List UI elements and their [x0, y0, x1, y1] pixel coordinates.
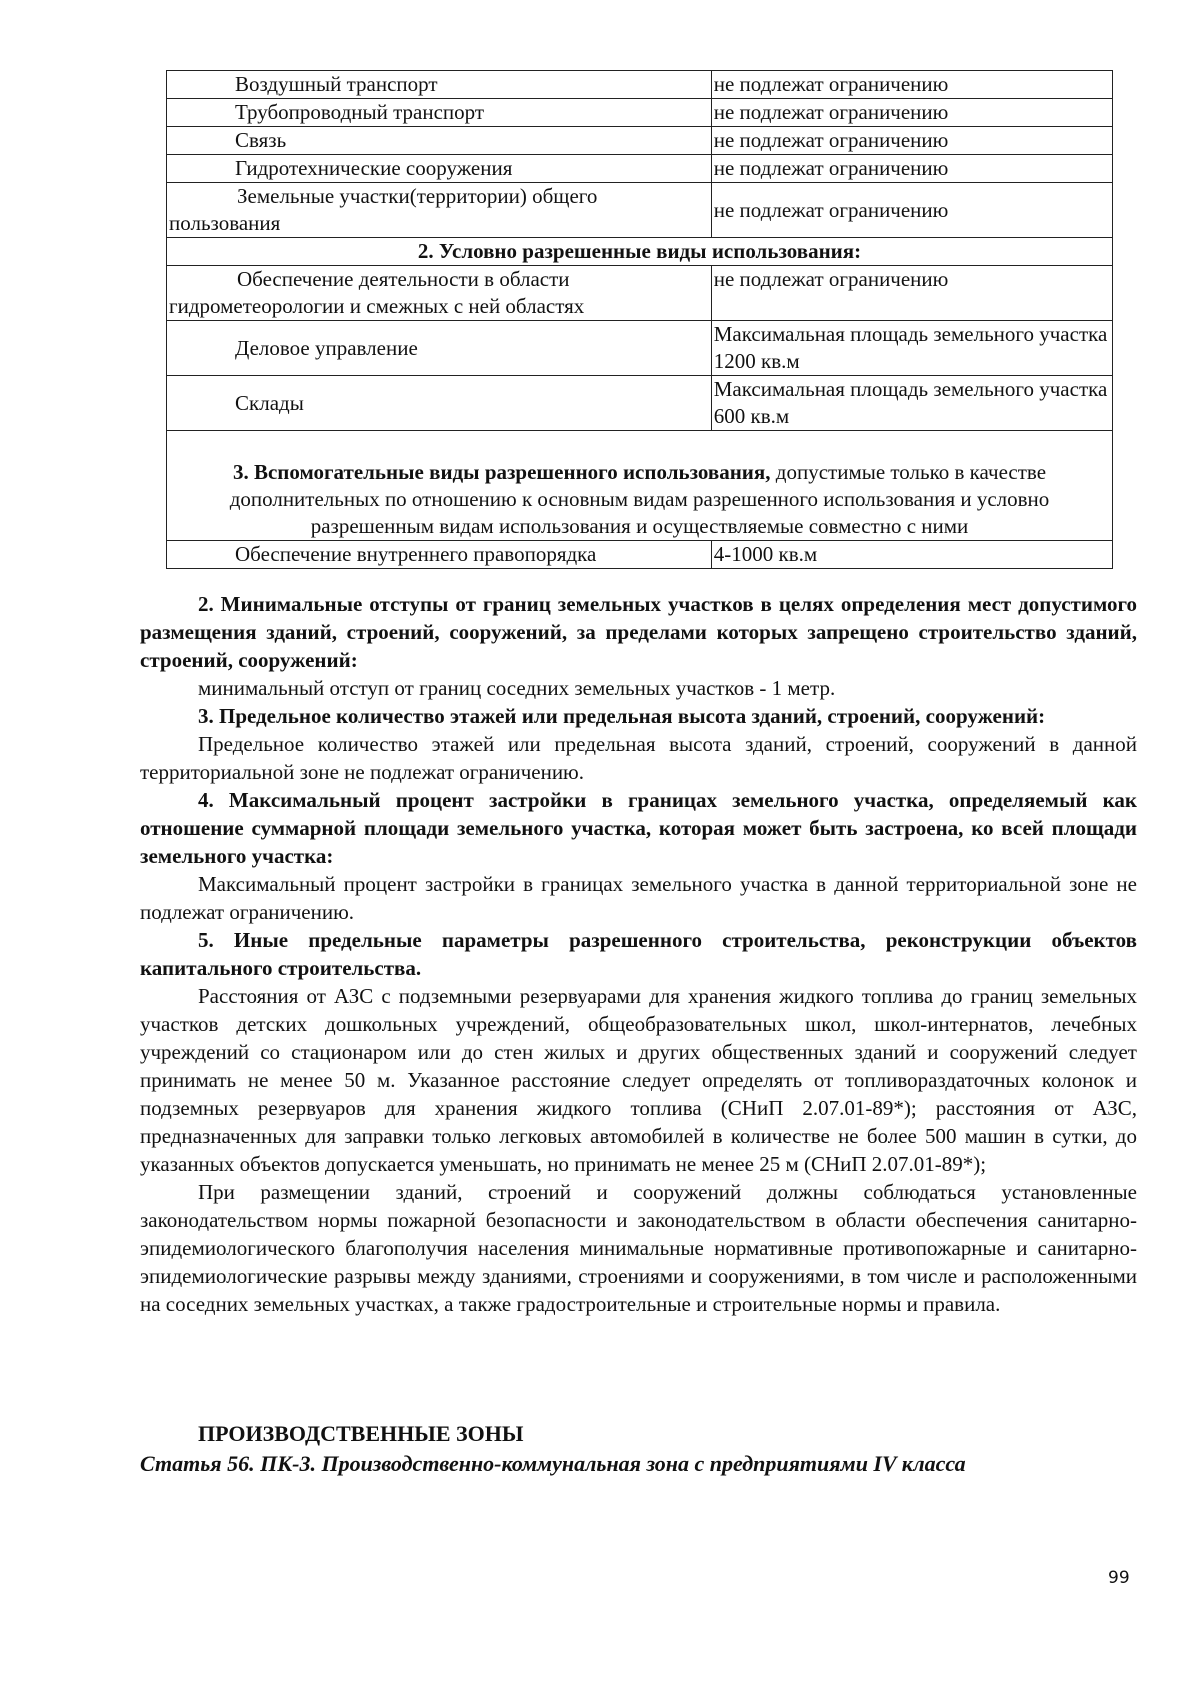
heading-setbacks: 2. Минимальные отступы от границ земельных участков в целях определения мест допустимого размещения зданий, строений, сооружений, за пределами которых запрещено строительство зданий, строений, сооружений:: [140, 592, 1137, 672]
use-cell: Воздушный транспорт: [167, 71, 712, 99]
land-use-table: [166, 70, 1113, 569]
table-row: [167, 127, 1113, 155]
table-row: [167, 321, 1113, 376]
limit-cell: не подлежат ограничению: [711, 127, 1112, 155]
section-header-row: [167, 431, 1113, 541]
use-cell: Связь: [167, 127, 712, 155]
limit-cell: не подлежат ограничению: [711, 99, 1112, 127]
use-cell: Обеспечение внутреннего правопорядка: [167, 541, 712, 569]
page-number: 99: [1108, 1568, 1130, 1588]
limit-cell: не подлежат ограничению: [711, 155, 1112, 183]
paragraph-coverage: Максимальный процент застройки в границах земельного участка в данной территориальной зоне не подлежат ограничению.: [140, 872, 1137, 924]
heading-floors: 3. Предельное количество этажей или предельная высота зданий, строений, сооружений:: [198, 704, 1046, 728]
section-header-row: [167, 238, 1113, 266]
table-row: [167, 71, 1113, 99]
section2-title: 2. Условно разрешенные виды использования:: [167, 238, 1113, 266]
limit-cell: не подлежат ограничению: [711, 71, 1112, 99]
section3-bold: 3. Вспомогательные виды разрешенного использования,: [232, 460, 771, 484]
body-text: [140, 590, 1137, 1318]
table-row: [167, 99, 1113, 127]
limit-cell: не подлежат ограничению: [711, 266, 1112, 321]
section-title: ПРОИЗВОДСТВЕННЫЕ ЗОНЫ: [198, 1421, 524, 1446]
table-row: [167, 541, 1113, 569]
use-cell: Гидротехнические сооружения: [167, 155, 712, 183]
section3-title: [167, 431, 1113, 541]
table-row: [167, 266, 1113, 321]
use-cell: Обеспечение деятельности в области гидрометеорологии и смежных с ней областях: [167, 266, 712, 321]
heading-coverage: 4. Максимальный процент застройки в границах земельного участка, определяемый как отношение суммарной площади земельного участка, которая может быть застроена, ко всей площади земельного участка:: [140, 788, 1137, 868]
limit-cell: Максимальная площадь земельного участка 600 кв.м: [711, 376, 1112, 431]
use-cell: Земельные участки(территории) общего пользования: [167, 183, 712, 238]
table-row: [167, 183, 1113, 238]
limit-cell: не подлежат ограничению: [711, 183, 1112, 238]
article-title: Статья 56. ПК-3. Производственно-коммунальная зона с предприятиями IV класса: [140, 1451, 966, 1476]
limit-cell: Максимальная площадь земельного участка 1200 кв.м: [711, 321, 1112, 376]
table-row: [167, 376, 1113, 431]
limit-cell: 4-1000 кв.м: [711, 541, 1112, 569]
paragraph-floors: Предельное количество этажей или предельная высота зданий, строений, сооружений в данной территориальной зоне не подлежат ограничению.: [140, 732, 1137, 784]
section3-text: допустимые только в качестве дополнительных по отношению к основным видам разрешенного использования и условно разрешенным видам использования и осуществляемые совместно с ними: [229, 460, 1050, 538]
use-cell: Трубопроводный транспорт: [167, 99, 712, 127]
use-cell: Деловое управление: [167, 321, 712, 376]
paragraph-setbacks: минимальный отступ от границ соседних земельных участков - 1 метр.: [198, 676, 836, 700]
heading-other-params: 5. Иные предельные параметры разрешенного строительства, реконструкции объектов капитального строительства.: [140, 928, 1137, 980]
use-cell: Склады: [167, 376, 712, 431]
table-row: [167, 155, 1113, 183]
paragraph-fuel-stations: Расстояния от АЗС с подземными резервуарами для хранения жидкого топлива до границ земельных участков детских дошкольных учреждений, общеобразовательных школ, школ-интернатов, лечебных учреждений со стационаром или до стен жилых и других общественных зданий и сооружений следует принимать не менее 50 м. Указанное расстояние следует определять от топливораздаточных колонок и подземных резервуаров для хранения жидкого топлива (СНиП 2.07.01-89*); расстояния от АЗС, предназначенных для заправки только легковых автомобилей в количестве не более 500 машин в сутки, до указанных объектов допускается уменьшать, но принимать не менее 25 м (СНиП 2.07.01-89*);: [140, 984, 1137, 1176]
paragraph-fire-safety: При размещении зданий, строений и сооружений должны соблюдаться установленные законодательством нормы пожарной безопасности и законодательством в области обеспечения санитарно-эпидемиологического благополучия населения минимальные нормативные противопожарные и санитарно-эпидемиологические разрывы между зданиями, строениями и сооружениями, в том числе и расположенными на соседних земельных участках, а также градостроительные и строительные нормы и правила.: [140, 1180, 1137, 1316]
